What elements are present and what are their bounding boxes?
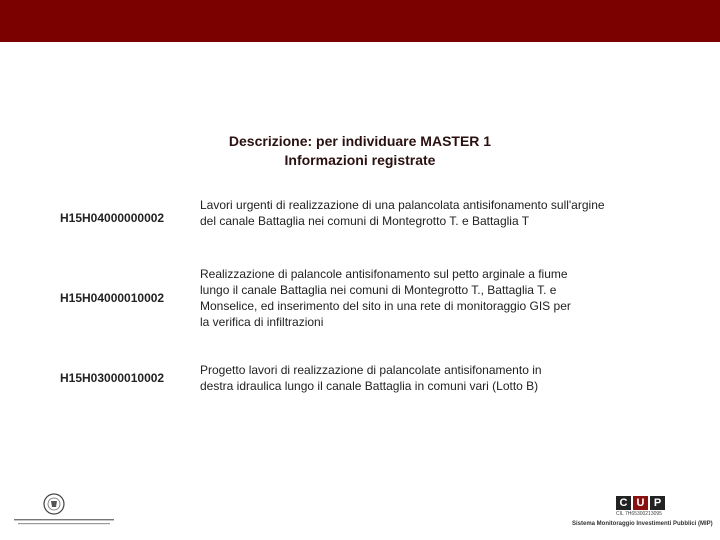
top-banner	[0, 0, 720, 42]
description-line: del canale Battaglia nei comuni di Montegrotto T. e Battaglia T	[200, 214, 530, 228]
project-description-3	[200, 362, 680, 394]
cup-letter-c: C	[616, 496, 631, 510]
description-line: Monselice, ed inserimento del sito in una rete di monitoraggio GIS per	[200, 299, 571, 313]
project-description-2	[200, 266, 680, 330]
cup-caption: Sistema Monitoraggio Investimenti Pubblici (MIP)	[572, 521, 713, 527]
cup-letter-u: U	[633, 496, 648, 510]
cup-letter-p: P	[650, 496, 665, 510]
project-code-1: H15H04000000002	[60, 211, 165, 225]
project-description-1	[200, 197, 680, 229]
cup-logo	[572, 496, 712, 532]
ministry-emblem-logo	[14, 490, 124, 530]
description-line: Realizzazione di palancole antisifonamento sul petto arginale a fiume	[200, 267, 568, 281]
project-code-3: H15H03000010002	[60, 371, 165, 385]
cup-code-text: CIL 7H65300213095	[616, 511, 662, 517]
page-title	[160, 132, 560, 170]
title-line-1: Descrizione: per individuare MASTER 1	[228, 133, 492, 149]
description-line: Progetto lavori di realizzazione di palancolate antisifonamento in	[200, 363, 542, 377]
project-code-2: H15H04000010002	[60, 291, 165, 305]
title-line-2: Informazioni registrate	[284, 152, 436, 168]
emblem-icon	[14, 490, 124, 530]
description-line: la verifica di infiltrazioni	[200, 315, 324, 329]
description-line: Lavori urgenti di realizzazione di una palancolata antisifonamento sull'argine	[200, 198, 605, 212]
description-line: lungo il canale Battaglia nei comuni di Montegrotto T., Battaglia T. e	[200, 283, 557, 297]
description-line: destra idraulica lungo il canale Battaglia in comuni vari (Lotto B)	[200, 379, 539, 393]
